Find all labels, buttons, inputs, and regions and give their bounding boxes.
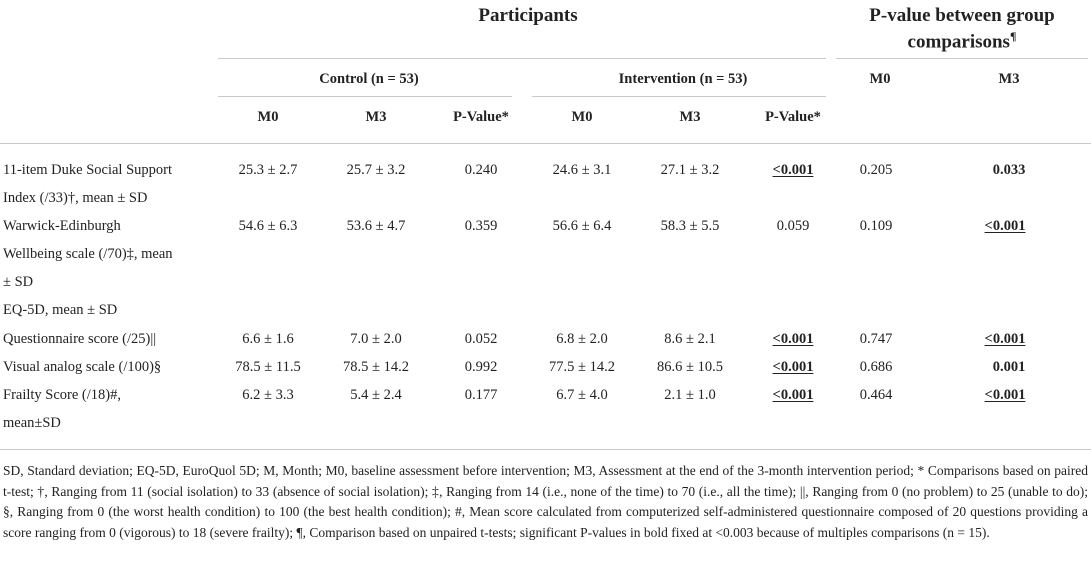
questionnaire-between-m3: <0.001 xyxy=(984,331,1026,347)
questionnaire-control-pvalue: 0.052 xyxy=(464,331,498,347)
warwick-control-m3: 53.6 ± 4.7 xyxy=(346,218,406,234)
vas-control-pvalue: 0.992 xyxy=(464,359,498,375)
frailty-control-m3: 5.4 ± 2.4 xyxy=(350,387,402,403)
col-header-intervention-m0: M0 xyxy=(571,109,593,125)
warwick-intervention-m0: 56.6 ± 6.4 xyxy=(552,218,612,234)
duke-between-m0: 0.205 xyxy=(859,162,893,178)
row-label-duke-line2: Index (/33)†, mean ± SD xyxy=(3,190,148,206)
rule-participants xyxy=(218,58,826,59)
rule-control xyxy=(218,96,512,97)
questionnaire-between-m0: 0.747 xyxy=(859,331,893,347)
row-label-eq5d: EQ-5D, mean ± SD xyxy=(3,302,118,318)
frailty-intervention-m0: 6.7 ± 4.0 xyxy=(556,387,608,403)
intervention-group-heading: Intervention (n = 53) xyxy=(618,71,748,87)
warwick-between-m0: 0.109 xyxy=(859,218,893,234)
frailty-control-m0: 6.2 ± 3.3 xyxy=(242,387,294,403)
questionnaire-control-m0: 6.6 ± 1.6 xyxy=(242,331,294,347)
vas-intervention-m0: 77.5 ± 14.2 xyxy=(549,359,615,375)
header-bottom-rule xyxy=(0,143,1091,144)
vas-intervention-pvalue: <0.001 xyxy=(772,359,814,375)
col-header-between-m3: M3 xyxy=(998,71,1020,87)
duke-intervention-pvalue: <0.001 xyxy=(772,162,814,178)
control-group-heading: Control (n = 53) xyxy=(319,71,419,87)
warwick-control-pvalue: 0.359 xyxy=(464,218,498,234)
row-label-vas: Visual analog scale (/100)§ xyxy=(3,359,162,375)
row-label-questionnaire: Questionnaire score (/25)|| xyxy=(3,331,157,347)
frailty-intervention-pvalue: <0.001 xyxy=(772,387,814,403)
vas-between-m3: 0.001 xyxy=(992,359,1026,375)
col-header-control-pvalue: P-Value* xyxy=(453,109,509,125)
warwick-between-m3: <0.001 xyxy=(984,218,1026,234)
duke-intervention-m3: 27.1 ± 3.2 xyxy=(660,162,720,178)
warwick-intervention-pvalue: 0.059 xyxy=(776,218,810,234)
col-header-between-m0: M0 xyxy=(869,71,891,87)
row-label-warwick-line1: Warwick-Edinburgh xyxy=(3,218,121,234)
pvalue-heading-line2: comparisons¶ xyxy=(907,29,1017,53)
frailty-between-m3: <0.001 xyxy=(984,387,1026,403)
warwick-intervention-m3: 58.3 ± 5.5 xyxy=(660,218,720,234)
duke-between-m3: 0.033 xyxy=(992,162,1026,178)
row-label-warwick-line3: ± SD xyxy=(3,274,34,290)
col-header-intervention-m3: M3 xyxy=(679,109,701,125)
warwick-control-m0: 54.6 ± 6.3 xyxy=(238,218,298,234)
duke-control-m3: 25.7 ± 3.2 xyxy=(346,162,406,178)
row-label-warwick-line2: Wellbeing scale (/70)‡, mean xyxy=(3,246,173,262)
col-header-intervention-pvalue: P-Value* xyxy=(765,109,821,125)
duke-intervention-m0: 24.6 ± 3.1 xyxy=(552,162,612,178)
table-footnote xyxy=(3,461,1088,543)
participants-heading: Participants xyxy=(478,5,578,26)
rule-intervention xyxy=(532,96,826,97)
row-label-frailty-line1: Frailty Score (/18)#, xyxy=(3,387,121,403)
pvalue-heading-line1: P-value between group xyxy=(869,5,1055,26)
questionnaire-intervention-m0: 6.8 ± 2.0 xyxy=(556,331,608,347)
footnote-text: SD, Standard deviation; EQ-5D, EuroQuol 5D; M, Month; M0, baseline assessment before intervention; M3, Assessment at the end of the 3-month intervention period; * Comparisons based on paired t-test; †, Ranging from 11 (social isolation) to 33 (absence of social isolation); ‡, Ranging from 14 (i.e., none of the time) to 70 (i.e., all the time); ||, Ranging from 0 (no problem) to 25 (unable to do); §, Ranging from 0 (the worst health condition) to 100 (the best health condition); #, Mean score calculated from computerized self-administered questionnaire composed of 20 questions providing a score ranging from 0 (vigorous) to 18 (severe frailty); ¶, Comparison based on unpaired t-tests; significant P-values in bold fixed at <0.003 because of multiples comparisons (n = 15). xyxy=(3,463,1088,540)
questionnaire-control-m3: 7.0 ± 2.0 xyxy=(350,331,402,347)
vas-control-m0: 78.5 ± 11.5 xyxy=(235,359,301,375)
vas-between-m0: 0.686 xyxy=(859,359,893,375)
table-bottom-rule xyxy=(0,449,1091,450)
vas-control-m3: 78.5 ± 14.2 xyxy=(343,359,409,375)
frailty-intervention-m3: 2.1 ± 1.0 xyxy=(664,387,716,403)
vas-intervention-m3: 86.6 ± 10.5 xyxy=(657,359,723,375)
duke-control-m0: 25.3 ± 2.7 xyxy=(238,162,298,178)
col-header-control-m0: M0 xyxy=(257,109,279,125)
row-label-frailty-line2: mean±SD xyxy=(3,415,61,431)
questionnaire-intervention-pvalue: <0.001 xyxy=(772,331,814,347)
row-label-duke-line1: 11-item Duke Social Support xyxy=(3,162,173,178)
rule-pvalue xyxy=(836,58,1088,59)
col-header-control-m3: M3 xyxy=(365,109,387,125)
frailty-between-m0: 0.464 xyxy=(859,387,893,403)
duke-control-pvalue: 0.240 xyxy=(464,162,498,178)
frailty-control-pvalue: 0.177 xyxy=(464,387,498,403)
questionnaire-intervention-m3: 8.6 ± 2.1 xyxy=(664,331,716,347)
